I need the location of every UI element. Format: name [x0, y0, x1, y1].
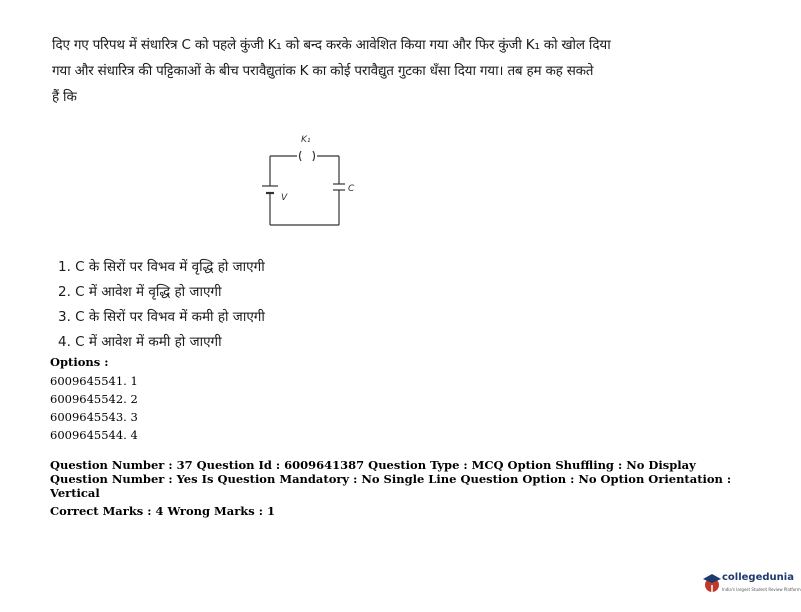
graduate-cap-icon — [702, 570, 722, 596]
choice-4: 4. C में आवेश में कमी हो जाएगी — [58, 334, 222, 350]
answer-choices — [58, 255, 265, 355]
circuit-diagram — [255, 128, 365, 232]
options-header: Options : — [50, 355, 109, 369]
battery-label: V — [281, 193, 288, 203]
question-line-3: हैं कि — [52, 89, 77, 105]
question-text — [52, 32, 742, 110]
option-item: 6009645541. 1 — [50, 374, 138, 388]
key-label: K₁ — [301, 135, 311, 145]
logo-wordmark: collegedunia — [722, 572, 794, 583]
question-metadata — [50, 458, 750, 518]
logo-tagline: India's largest Student Review Platform — [722, 587, 801, 592]
marks-info: Correct Marks : 4 Wrong Marks : 1 — [50, 504, 275, 518]
question-line-2: गया और संधारित्र की पट्टिकाओं के बीच परावैद्युतांक K का कोई परावैद्युत गुटका धँसा दिया गया। तब हम कह सकते — [52, 63, 594, 79]
collegedunia-logo — [702, 568, 801, 602]
choice-1: 1. C के सिरों पर विभव में वृद्धि हो जाएगी — [58, 259, 265, 275]
choice-2: 2. C में आवेश में वृद्धि हो जाएगी — [58, 284, 222, 300]
option-item: 6009645542. 2 — [50, 392, 138, 406]
question-info: Question Number : 37 Question Id : 6009641387 Question Type : MCQ Option Shuffling : No Display Question Number : Yes Is Question Mandatory : No Single Line Question Option : No Option Orientation : Vertical — [50, 458, 732, 500]
option-item: 6009645543. 3 — [50, 410, 138, 424]
option-item: 6009645544. 4 — [50, 428, 138, 442]
capacitor-label: C — [348, 184, 355, 194]
question-line-1: दिए गए परिपथ में संधारित्र C को पहले कुंजी K₁ को बन्द करके आवेशित किया गया और फिर कुंजी K₁ को खोल दिया — [52, 37, 611, 53]
options-block — [50, 352, 138, 444]
choice-3: 3. C के सिरों पर विभव में कमी हो जाएगी — [58, 309, 265, 325]
